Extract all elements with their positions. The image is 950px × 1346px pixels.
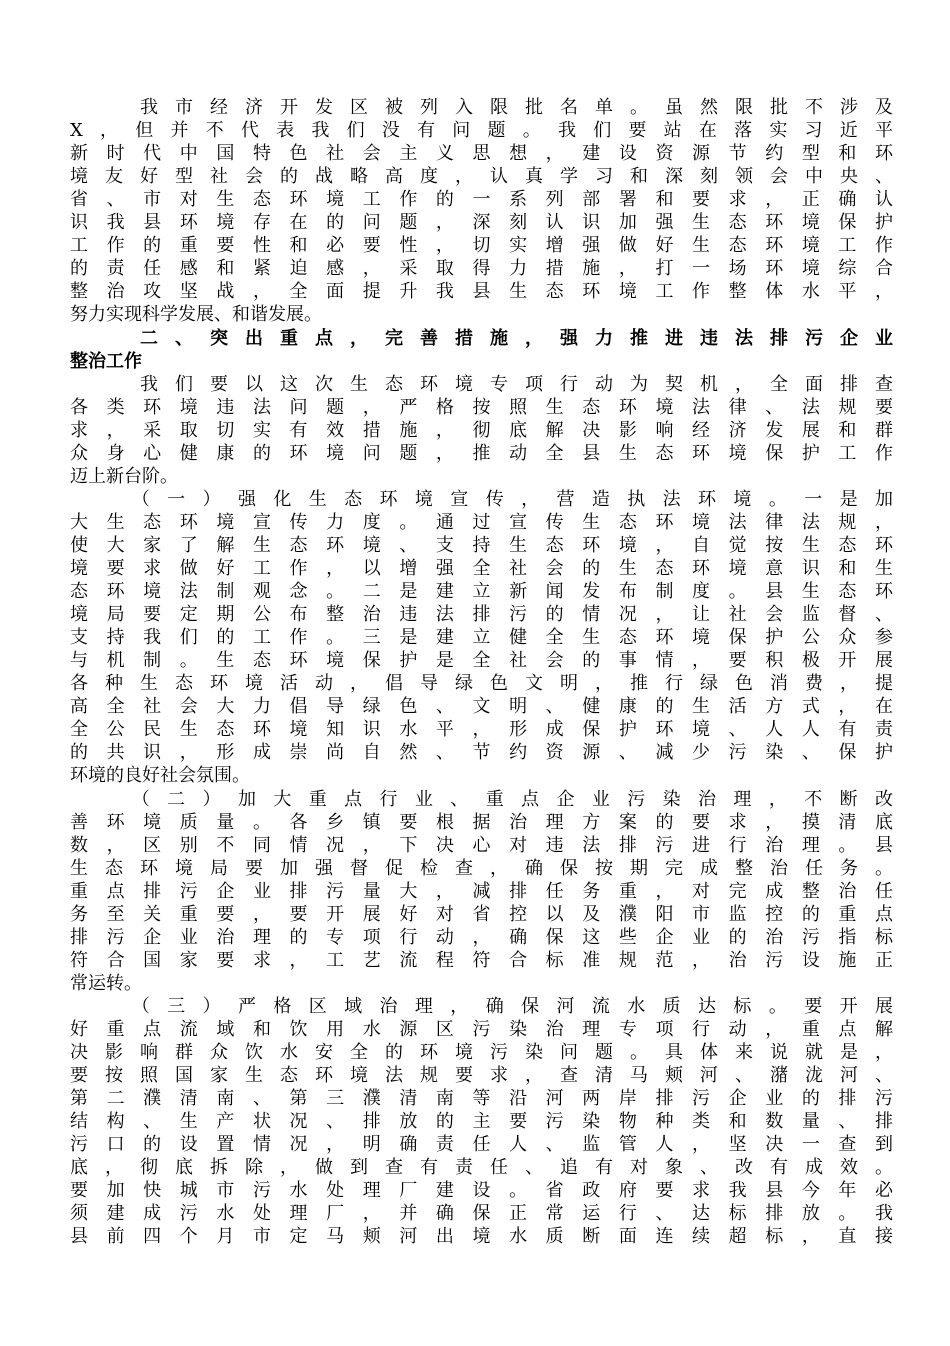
text-line: 重点排污企业排污量大，减排任务重，对完成整治任	[70, 880, 893, 902]
text-line: 整治工作	[70, 350, 142, 372]
text-line: 众身心健康的环境问题，推动全县生态环境保护工作	[70, 442, 893, 464]
text-line: 底，彻底拆除，做到查有责任、追有对象、改有成效。	[70, 1157, 893, 1179]
text-line: 新时代中国特色社会主义思想，建设资源节约型和环	[70, 143, 893, 165]
text-line: 环境的良好社会氛围。	[70, 765, 250, 787]
text-line: 大生态环境宣传力度。通过宣传生态环境法律法规，	[70, 511, 893, 533]
text-line: 省、市对生态环境工作的一系列部署和要求，正确认	[70, 189, 893, 211]
text-line: 务至关重要，要开展好对省控以及濮阳市监控的重点	[70, 903, 893, 925]
text-line: 结构、生产状况、排放的主要污染物种类和数量、排	[70, 1111, 893, 1133]
text-line: 常运转。	[70, 972, 142, 994]
text-line: 我们要以这次生态环境专项行动为契机，全面排查	[70, 373, 893, 395]
text-line: 二、突出重点，完善措施，强力推进违法排污企业	[70, 327, 893, 349]
text-line: 要加快城市污水处理厂建设。省政府要求我县今年必	[70, 1180, 893, 1202]
text-line: 态环境法制观念。二是建立新闻发布制度。县生态环	[70, 581, 893, 603]
text-line: 的共识，形成崇尚自然、节约资源、减少污染、保护	[70, 742, 893, 764]
text-line: 要按照国家生态环境法规要求，查清马颊河、潴泷河、	[70, 1065, 893, 1087]
text-line: 迈上新台阶。	[70, 465, 178, 487]
text-line: 我市经济开发区被列入限批名单。虽然限批不涉及	[70, 97, 893, 118]
text-line: 全公民生态环境知识水平，形成保护环境、人人有责	[70, 719, 893, 741]
text-line: 高全社会大力倡导绿色、文明、健康的生活方式，在	[70, 696, 893, 718]
text-line: 决影响群众饮水安全的环境污染问题。具体来说就是，	[70, 1042, 893, 1064]
text-line: 求，采取切实有效措施，彻底解决影响经济发展和群	[70, 419, 893, 441]
text-line: 符合国家要求，工艺流程符合标准规范，治污设施正	[70, 949, 893, 971]
text-line: 使大家了解生态环境、支持生态环境，自觉按生态环	[70, 534, 893, 556]
text-line: 数，区别不同情况，下决心对违法排污进行治理。县	[70, 834, 893, 856]
text-line: 境局要定期公布整治违法排污的情况，让社会监督、	[70, 604, 893, 626]
text-line: 努力实现科学发展、和谐发展。	[70, 304, 322, 326]
text-line: 第二濮清南、第三濮清南等沿河两岸排污企业的排污	[70, 1088, 893, 1110]
text-line: 各种生态环境活动，倡导绿色文明，推行绿色消费，提	[70, 673, 893, 695]
text-line: 排污企业治理的专项行动，确保这些企业的治污指标	[70, 926, 893, 948]
text-line: 善环境质量。各乡镇要根据治理方案的要求，摸清底	[70, 811, 893, 833]
text-line: X，但并不代表我们没有问题。我们要站在落实习近平	[70, 120, 893, 142]
text-line: 县前四个月市定马颊河出境水质断面连续超标，直接	[70, 1226, 893, 1248]
text-line: 与机制。生态环境保护是全社会的事情，要积极开展	[70, 650, 893, 672]
text-line: 境要求做好工作，以增强全社会的生态环境意识和生	[70, 558, 893, 579]
text-line: 须建成污水处理厂，并确保正常运行、达标排放。我	[70, 1203, 893, 1225]
text-line: 生态环境局要加强督促检查，确保按期完成整治任务。	[70, 857, 893, 879]
text-line: （三）严格区域治理，确保河流水质达标。要开展	[70, 995, 893, 1017]
text-line: 整治攻坚战，全面提升我县生态环境工作整体水平，	[70, 281, 893, 303]
text-line: 支持我们的工作。三是建立健全生态环境保护公众参	[70, 627, 893, 649]
text-line: 污口的设置情况，明确责任人、监管人，坚决一查到	[70, 1134, 893, 1156]
text-line: 各类环境违法问题，严格按照生态环境法律、法规要	[70, 396, 893, 418]
text-line: （二）加大重点行业、重点企业污染治理，不断改	[70, 788, 893, 810]
text-line: 好重点流域和饮用水源区污染治理专项行动，重点解	[70, 1019, 893, 1040]
text-line: 的责任感和紧迫感，采取得力措施，打一场环境综合	[70, 258, 893, 280]
text-line: （一）强化生态环境宣传，营造执法环境。一是加	[70, 488, 893, 510]
text-line: 工作的重要性和必要性，切实增强做好生态环境工作	[70, 235, 893, 257]
text-line: 识我县环境存在的问题，深刻认识加强生态环境保护	[70, 212, 893, 234]
text-line: 境友好型社会的战略高度，认真学习和深刻领会中央、	[70, 166, 893, 188]
